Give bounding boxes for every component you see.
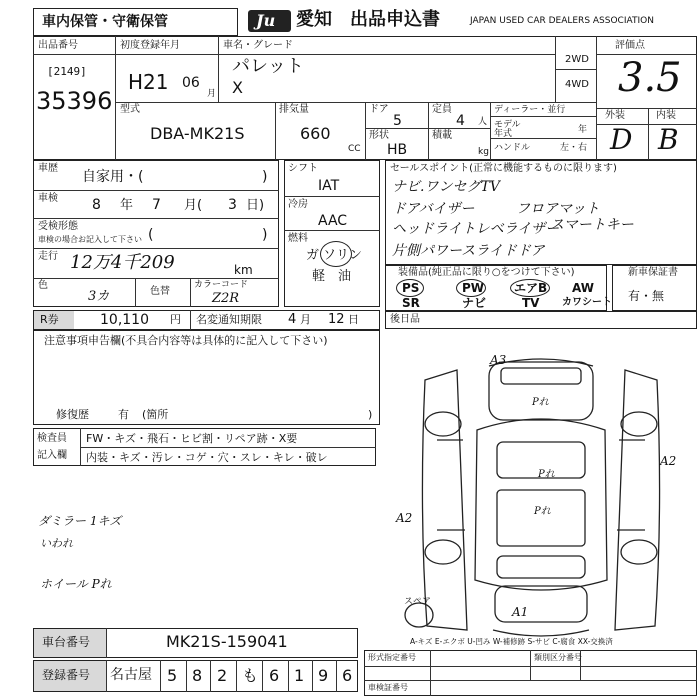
diagram-hood — [489, 362, 593, 420]
plate-digit-6: 9 — [318, 666, 329, 685]
score-label: 評価点 — [615, 40, 645, 51]
inspection-form-note: 車検の場合お記入して下さい — [38, 235, 142, 244]
diagram-mark-p3: Pれ — [534, 506, 551, 517]
inspection-month: 7 — [152, 197, 161, 213]
equipment-airbag: エアB — [514, 281, 548, 295]
capacity-label: 定員 — [432, 104, 452, 115]
designation-label: 形式指定番号 — [368, 653, 416, 662]
diagram-legend: A-キズ E-エクボ U-凹み W-補修跡 S-サビ C-腐食 XX-交換済 — [410, 637, 613, 646]
diagram-mark-a1: A1 — [512, 605, 529, 619]
equipment-ps: PS — [402, 281, 420, 295]
name-change-month: 4 — [288, 312, 297, 327]
displacement-value: 660 — [300, 124, 331, 143]
handle-options: 左・右 — [560, 143, 588, 153]
handwritten-note-3: ホイール Pれ — [40, 577, 112, 591]
ju-logo — [248, 10, 291, 32]
selling-point-3: フロアマット — [516, 201, 600, 217]
capacity-value: 4 — [456, 113, 465, 129]
first-reg-month-unit: 月 — [207, 89, 217, 99]
fuel-gasoline: ガ — [306, 248, 320, 263]
plate-digit-4: 6 — [269, 666, 280, 685]
model-label: 車名・グレード — [223, 40, 293, 51]
plate-kana: も — [242, 666, 259, 685]
inspector-row-1: FW・キズ・飛石・ヒビ割・リペア跡・X要 — [86, 432, 298, 445]
fuel-label: 燃料 — [288, 233, 308, 244]
selling-point-2: ドアバイザー — [392, 201, 475, 217]
diagram-roof — [497, 490, 585, 546]
first-reg-label: 初度登録年月 — [120, 40, 180, 51]
equipment-pw: PW — [462, 281, 485, 295]
recycle-unit: 円 — [170, 313, 181, 326]
interior-score: B — [658, 123, 679, 156]
inspection-label: 車検 — [38, 193, 58, 204]
inspection-d: 日) — [246, 198, 265, 213]
storage-box — [33, 8, 238, 36]
repair-close: ) — [368, 408, 373, 421]
equipment-kawaseat: カワシート — [562, 297, 612, 308]
equipment-airbag-circle — [510, 279, 550, 297]
repair-label: 修復歴 — [56, 408, 89, 421]
drive-4wd: 4WD — [565, 79, 589, 90]
shape-label: 形状 — [369, 130, 389, 141]
diagram-wheel-fl — [425, 412, 461, 436]
repair-value: 有 — [118, 408, 129, 421]
spare-label: スペア — [404, 597, 432, 607]
color-code-label: カラーコード — [194, 280, 249, 290]
chassis-label: 車台番号 — [42, 635, 91, 649]
first-reg-year: H21 — [128, 70, 169, 94]
history-close: ) — [262, 169, 268, 185]
diagram-wheel-rl — [425, 540, 461, 564]
exterior-score: D — [610, 123, 633, 156]
selling-points-label: セールスポイント(正常に機能するものに限ります) — [390, 163, 617, 174]
diagram-wheel-rr — [621, 540, 657, 564]
equipment-pw-circle — [456, 279, 486, 297]
mileage-label: 走行 — [38, 251, 58, 262]
ac-label: 冷房 — [288, 199, 308, 210]
diagram-mark-a2-right: A2 — [660, 454, 677, 468]
selling-point-4: ヘッドライトレベライザー — [392, 221, 560, 237]
notes-label: 注意事項申告欄(不具合内容等は具体的に記入して下さい) — [44, 334, 328, 347]
equipment-tv: TV — [522, 296, 540, 310]
handle-label: ハンドル — [494, 143, 531, 153]
plate-digit-1: 5 — [167, 666, 178, 685]
history-label: 車歴 — [38, 163, 58, 174]
doors-label: ドア — [369, 104, 389, 115]
diagram-mark-a3: A3 — [490, 353, 507, 367]
form-title: 出品申込書 — [350, 9, 440, 30]
equipment-navi: ナビ — [462, 296, 487, 310]
name-change-m: 月 — [300, 313, 311, 326]
inspector-label: 検査員 — [37, 433, 67, 444]
plate-area: 名古屋 — [110, 667, 152, 683]
diagram-left-side — [422, 370, 467, 630]
equipment-sr: SR — [402, 296, 420, 310]
warranty-label: 新車保証書 — [628, 267, 678, 278]
fuel-diesel: 軽 — [312, 269, 326, 284]
selling-point-6: 片側パワースライドドア — [392, 243, 545, 259]
load-unit: kg — [478, 147, 489, 157]
plate-digit-5: 1 — [294, 666, 305, 685]
diagram-rear — [495, 586, 587, 622]
remarks-block — [385, 311, 697, 329]
name-change-d: 日 — [348, 313, 359, 326]
lot-label: 出品番号 — [38, 40, 78, 51]
fuel-gasoline-circled: ソリン — [323, 248, 363, 263]
displacement-unit: CC — [348, 144, 361, 154]
remarks-label: 後日品 — [390, 314, 420, 325]
plate-label: 登録番号 — [42, 668, 91, 682]
equipment-label: 装備品(純正品に限り○をつけて下さい) — [398, 267, 575, 278]
shape-value: HB — [387, 142, 408, 158]
class-label: 類別区分番号 — [534, 653, 582, 662]
handwritten-note-2: いわれ — [40, 537, 73, 550]
model-name: パレット — [232, 56, 304, 77]
diagram-mark-p1: Pれ — [532, 397, 549, 408]
name-change-label: 名変通知期限 — [196, 313, 262, 326]
interior-label: 内装 — [656, 110, 676, 121]
inspection-form-open: ( — [148, 227, 154, 243]
model-year-label: モデル年式 — [494, 120, 521, 139]
selling-point-1: ナビ.ワンセグTV — [392, 179, 500, 195]
org-english: JAPAN USED CAR DEALERS ASSOCIATION — [470, 16, 654, 26]
car-damage-diagram — [385, 330, 697, 655]
plate-digit-7: 6 — [342, 666, 353, 685]
load-label: 積載 — [432, 130, 452, 141]
model-year-unit: 年 — [578, 125, 588, 135]
shift-label: シフト — [288, 163, 318, 174]
repair-place: (箇所 — [142, 408, 169, 421]
diagram-mark-a2-left: A2 — [396, 511, 413, 525]
inspection-y: 年 — [120, 198, 134, 213]
inspection-form-label: 受検形態 — [38, 221, 78, 232]
doors-value: 5 — [393, 113, 402, 129]
org-name: 愛知 — [296, 9, 332, 30]
plate-digit-2: 8 — [192, 666, 203, 685]
handwritten-note-1: ダミラー 1キズ — [38, 514, 122, 528]
shift-value: IAT — [318, 178, 340, 194]
inspector-label-2: 記入欄 — [37, 450, 67, 461]
exterior-label: 外装 — [605, 110, 625, 121]
lot-number: 35396 — [36, 87, 113, 115]
drive-2wd: 2WD — [565, 54, 589, 65]
dealer-label: ディーラー・並行 — [494, 105, 566, 115]
warranty-value: 有・無 — [628, 289, 665, 303]
color-code: Z2R — [212, 291, 240, 306]
reg-label: 車検証番号 — [368, 683, 408, 692]
recycle-label: R券 — [40, 313, 59, 326]
ac-value: AAC — [318, 213, 348, 229]
mileage-value: 12万4千209 — [70, 252, 175, 273]
type-value: DBA-MK21S — [150, 124, 245, 143]
plate-digit-3: 2 — [217, 666, 228, 685]
ju-logo-text: Ju — [256, 11, 276, 30]
first-reg-month: 06 — [182, 75, 200, 91]
lot-sub: [2149] — [47, 65, 87, 78]
score-value: 3.5 — [618, 55, 682, 101]
mileage-unit: km — [234, 263, 253, 277]
equipment-aw: AW — [572, 281, 594, 295]
diagram-right-side — [615, 370, 660, 630]
inspection-day: 3 — [228, 197, 237, 213]
history-value: 自家用・( — [82, 169, 144, 185]
equipment-ps-circle — [396, 279, 424, 297]
name-change-day: 12 — [328, 312, 345, 327]
inspection-form-close: ) — [262, 227, 268, 243]
diagram-rear-window — [497, 556, 585, 578]
selling-point-5: スマートキー — [550, 217, 634, 233]
model-grade: X — [232, 78, 243, 97]
storage-label: 車内保管・守衛保管 — [42, 14, 168, 30]
inspection-m: 月( — [184, 198, 203, 213]
inspection-year: 8 — [92, 197, 101, 213]
fuel-diesel2: 油 — [338, 269, 352, 284]
type-label: 型式 — [120, 104, 140, 115]
inspector-row-2: 内装・キズ・汚レ・コゲ・穴・スレ・キレ・破レ — [86, 451, 328, 464]
diagram-wheel-fr — [621, 412, 657, 436]
capacity-unit: 人 — [478, 117, 488, 127]
color-label: 色 — [38, 280, 48, 291]
chassis-value: MK21S-159041 — [166, 632, 288, 651]
diagram-mark-p2: Pれ — [538, 469, 555, 480]
displacement-label: 排気量 — [279, 104, 309, 115]
diagram-body — [475, 419, 607, 590]
color-change-label: 色替 — [150, 286, 170, 297]
recycle-amount: 10,110 — [100, 312, 149, 328]
color-value: 3カ — [88, 289, 110, 304]
